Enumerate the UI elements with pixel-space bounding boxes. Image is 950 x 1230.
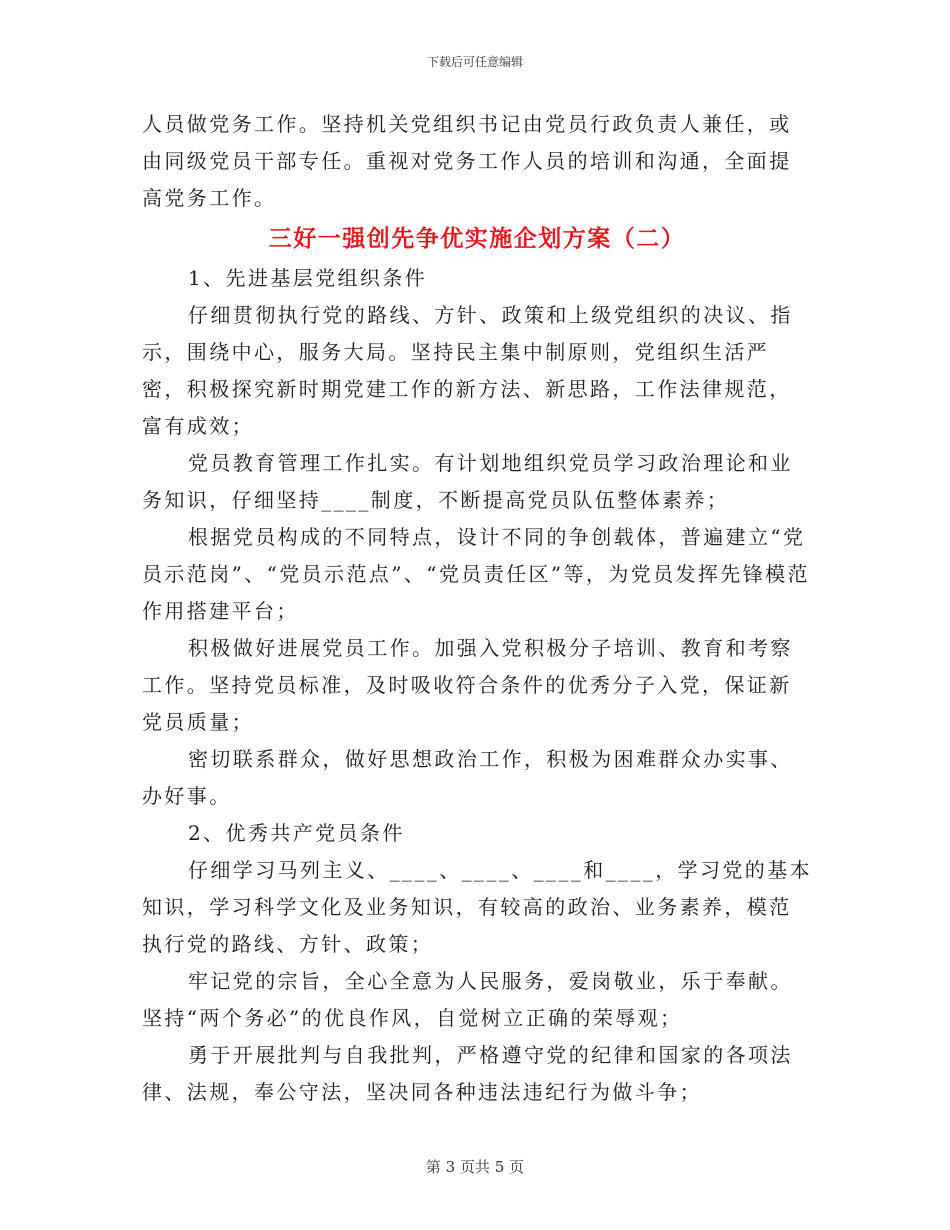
- paragraph: 牢记党的宗旨，全心全意为人民服务，爱岗敬业，乐于奉献。坚持“两个务必”的优良作风，自觉树立正确的荣辱观；: [142, 969, 793, 1030]
- paragraph: 根据党员构成的不同特点，设计不同的争创载体，普遍建立“党员示范岗”、“党员示范点”、“党员责任区”等，为党员发挥先锋模范作用搭建平台；: [142, 525, 810, 623]
- page-footer: 第 3 页共 5 页: [425, 1158, 525, 1176]
- paragraph: 积极做好进展党员工作。加强入党积极分子培训、教育和考察工作。坚持党员标准，及时吸收符合条件的优秀分子入党，保证新党员质量；: [142, 636, 793, 734]
- paragraph: 密切联系群众，做好思想政治工作，积极为困难群众办实事、办好事。: [142, 747, 793, 808]
- paragraph-continued: 人员做党务工作。坚持机关党组织书记由党员行政负责人兼任，或由同级党员干部专任。重视对党务工作人员的培训和沟通，全面提高党务工作。: [142, 112, 792, 210]
- section-heading-1: 1、先进基层党组织条件: [188, 266, 428, 290]
- paragraph: 仔细学习马列主义、____、____、____和____，学习党的基本知识，学习科学文化及业务知识，有较高的政治、业务素养，模范执行党的路线、方针、政策；: [142, 858, 812, 956]
- paragraph: 党员教育管理工作扎实。有计划地组织党员学习政治理论和业务知识，仔细坚持____制度，不断提高党员队伍整体素养；: [142, 451, 793, 512]
- section-heading-2: 2、优秀共产党员条件: [188, 821, 405, 845]
- section-title: 三好一强创先争优实施企划方案（二）: [268, 226, 686, 252]
- page-header: 下载后可任意编辑: [426, 55, 523, 69]
- document-body: [142, 106, 812, 1111]
- paragraph: 仔细贯彻执行党的路线、方针、政策和上级党组织的决议、指示，围绕中心，服务大局。坚持民主集中制原则，党组织生活严密，积极探究新时期党建工作的新方法、新思路，工作法律规范，富有成效；: [142, 303, 793, 438]
- paragraph: 勇于开展批判与自我批判，严格遵守党的纪律和国家的各项法律、法规，奉公守法，坚决同各种违法违纪行为做斗争；: [142, 1043, 793, 1104]
